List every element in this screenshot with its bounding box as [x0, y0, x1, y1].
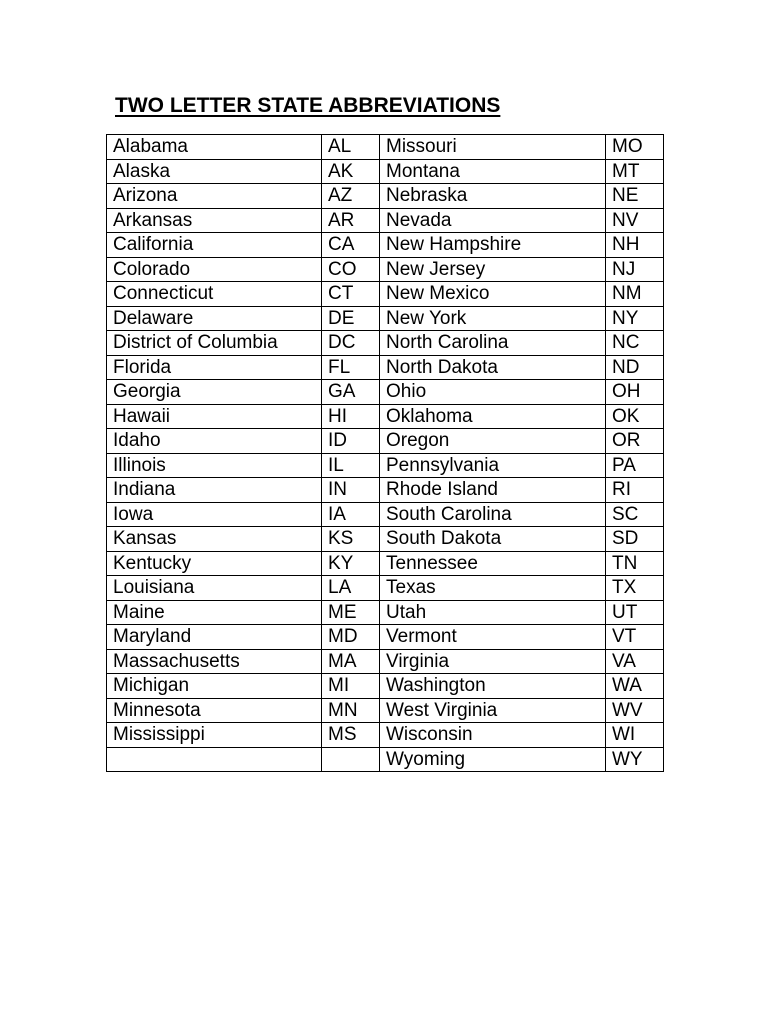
state-name-cell: Tennessee — [380, 551, 606, 576]
state-name-cell: South Dakota — [380, 527, 606, 552]
state-name-cell: Iowa — [107, 502, 322, 527]
state-name-cell: Idaho — [107, 429, 322, 454]
state-name-cell: Mississippi — [107, 723, 322, 748]
state-name-cell: Indiana — [107, 478, 322, 503]
state-abbreviation-cell: UT — [606, 600, 664, 625]
state-abbreviation-cell: MS — [322, 723, 380, 748]
state-name-cell: Maine — [107, 600, 322, 625]
state-name-cell: Arizona — [107, 184, 322, 209]
state-abbreviation-cell: MD — [322, 625, 380, 650]
state-abbreviation-cell: SD — [606, 527, 664, 552]
state-abbreviation-cell: ME — [322, 600, 380, 625]
state-abbreviation-cell: GA — [322, 380, 380, 405]
state-name-cell: California — [107, 233, 322, 258]
state-abbreviation-cell: WY — [606, 747, 664, 772]
state-name-cell: Connecticut — [107, 282, 322, 307]
table-row — [107, 649, 664, 674]
state-abbreviation-cell: IA — [322, 502, 380, 527]
state-abbreviation-cell: NY — [606, 306, 664, 331]
state-name-cell — [107, 747, 322, 772]
state-name-cell: Rhode Island — [380, 478, 606, 503]
table-row — [107, 527, 664, 552]
state-name-cell: Georgia — [107, 380, 322, 405]
table-row — [107, 453, 664, 478]
state-name-cell: Illinois — [107, 453, 322, 478]
table-row — [107, 135, 664, 160]
state-name-cell: North Carolina — [380, 331, 606, 356]
state-abbreviation-cell: VA — [606, 649, 664, 674]
table-row — [107, 159, 664, 184]
state-abbreviation-cell: MA — [322, 649, 380, 674]
state-name-cell: Louisiana — [107, 576, 322, 601]
state-name-cell: Hawaii — [107, 404, 322, 429]
state-abbreviation-cell: RI — [606, 478, 664, 503]
state-name-cell: Ohio — [380, 380, 606, 405]
state-name-cell: Florida — [107, 355, 322, 380]
state-name-cell: Wyoming — [380, 747, 606, 772]
state-name-cell: Utah — [380, 600, 606, 625]
state-abbreviation-cell: TX — [606, 576, 664, 601]
state-name-cell: Washington — [380, 674, 606, 699]
state-abbreviation-cell: AL — [322, 135, 380, 160]
state-abbreviation-cell: NH — [606, 233, 664, 258]
table-row — [107, 551, 664, 576]
state-abbreviation-cell: OR — [606, 429, 664, 454]
state-abbreviation-cell: NM — [606, 282, 664, 307]
state-name-cell: New York — [380, 306, 606, 331]
state-abbreviation-cell: MO — [606, 135, 664, 160]
table-row — [107, 478, 664, 503]
state-name-cell: Virginia — [380, 649, 606, 674]
table-row — [107, 233, 664, 258]
state-abbreviation-cell: CO — [322, 257, 380, 282]
table-row — [107, 625, 664, 650]
table-row — [107, 600, 664, 625]
table-row — [107, 331, 664, 356]
state-abbreviation-cell: ID — [322, 429, 380, 454]
state-abbreviation-cell: WV — [606, 698, 664, 723]
state-name-cell: Arkansas — [107, 208, 322, 233]
state-name-cell: Kansas — [107, 527, 322, 552]
page-title: TWO LETTER STATE ABBREVIATIONS — [115, 94, 501, 117]
table-body — [107, 135, 664, 772]
state-abbreviation-cell: MT — [606, 159, 664, 184]
state-abbreviation-cell: SC — [606, 502, 664, 527]
state-name-cell: Alaska — [107, 159, 322, 184]
state-abbreviation-cell: OH — [606, 380, 664, 405]
state-abbreviation-cell: LA — [322, 576, 380, 601]
state-name-cell: Nebraska — [380, 184, 606, 209]
table-row — [107, 674, 664, 699]
state-abbreviation-cell: MI — [322, 674, 380, 699]
table-row — [107, 306, 664, 331]
state-name-cell: Pennsylvania — [380, 453, 606, 478]
state-abbreviation-cell: WA — [606, 674, 664, 699]
state-abbreviation-cell: KY — [322, 551, 380, 576]
state-name-cell: Michigan — [107, 674, 322, 699]
table-row — [107, 257, 664, 282]
table-row — [107, 429, 664, 454]
table-row — [107, 576, 664, 601]
table-row — [107, 380, 664, 405]
state-name-cell: Missouri — [380, 135, 606, 160]
state-abbreviations-table — [106, 134, 664, 772]
state-name-cell: Vermont — [380, 625, 606, 650]
state-abbreviation-cell: PA — [606, 453, 664, 478]
table-row — [107, 747, 664, 772]
table-row — [107, 184, 664, 209]
state-name-cell: Oregon — [380, 429, 606, 454]
state-name-cell: Oklahoma — [380, 404, 606, 429]
state-abbreviation-cell — [322, 747, 380, 772]
table-row — [107, 723, 664, 748]
state-name-cell: New Mexico — [380, 282, 606, 307]
state-abbreviation-cell: NE — [606, 184, 664, 209]
state-abbreviation-cell: AK — [322, 159, 380, 184]
state-name-cell: New Hampshire — [380, 233, 606, 258]
state-name-cell: Alabama — [107, 135, 322, 160]
state-name-cell: District of Columbia — [107, 331, 322, 356]
state-abbreviation-cell: IN — [322, 478, 380, 503]
table-row — [107, 208, 664, 233]
table-row — [107, 404, 664, 429]
state-abbreviation-cell: VT — [606, 625, 664, 650]
state-abbreviation-cell: NV — [606, 208, 664, 233]
state-name-cell: South Carolina — [380, 502, 606, 527]
state-name-cell: Massachusetts — [107, 649, 322, 674]
state-abbreviation-cell: DE — [322, 306, 380, 331]
state-abbreviation-cell: MN — [322, 698, 380, 723]
state-name-cell: Maryland — [107, 625, 322, 650]
state-abbreviation-cell: CA — [322, 233, 380, 258]
state-name-cell: West Virginia — [380, 698, 606, 723]
state-abbreviation-cell: NJ — [606, 257, 664, 282]
state-name-cell: Colorado — [107, 257, 322, 282]
state-name-cell: Texas — [380, 576, 606, 601]
state-abbreviation-cell: AZ — [322, 184, 380, 209]
table-row — [107, 698, 664, 723]
table-row — [107, 282, 664, 307]
state-name-cell: New Jersey — [380, 257, 606, 282]
state-abbreviation-cell: OK — [606, 404, 664, 429]
state-name-cell: North Dakota — [380, 355, 606, 380]
state-abbreviation-cell: TN — [606, 551, 664, 576]
state-name-cell: Delaware — [107, 306, 322, 331]
state-abbreviation-cell: CT — [322, 282, 380, 307]
table-row — [107, 355, 664, 380]
state-abbreviation-cell: NC — [606, 331, 664, 356]
state-name-cell: Nevada — [380, 208, 606, 233]
state-abbreviation-cell: HI — [322, 404, 380, 429]
state-abbreviation-cell: KS — [322, 527, 380, 552]
state-name-cell: Wisconsin — [380, 723, 606, 748]
state-abbreviation-cell: WI — [606, 723, 664, 748]
state-name-cell: Montana — [380, 159, 606, 184]
state-name-cell: Kentucky — [107, 551, 322, 576]
state-abbreviation-cell: ND — [606, 355, 664, 380]
state-abbreviation-cell: DC — [322, 331, 380, 356]
state-name-cell: Minnesota — [107, 698, 322, 723]
table-row — [107, 502, 664, 527]
state-abbreviation-cell: AR — [322, 208, 380, 233]
state-abbreviation-cell: IL — [322, 453, 380, 478]
state-abbreviation-cell: FL — [322, 355, 380, 380]
